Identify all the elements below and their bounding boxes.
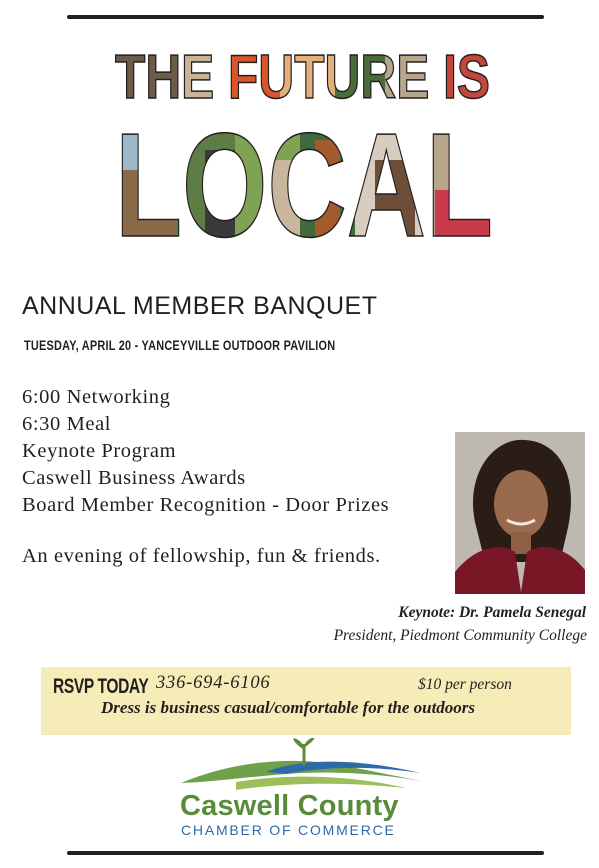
keynote-speaker-title: President, Piedmont Community College [333,627,587,644]
hero-line-2: LOCAL [115,103,493,240]
dress-code: Dress is business casual/comfortable for the outdoors [101,698,476,717]
event-title: ANNUAL MEMBER BANQUET [22,292,378,320]
schedule-item: Keynote Program [22,440,177,462]
schedule-item: 6:30 Meal [22,413,112,435]
event-schedule [22,384,389,519]
hero-banner [115,40,495,240]
speaker-photo [455,432,585,594]
hero-line-1: THE FUTURE IS [115,43,490,112]
keynote-speaker: Keynote: Dr. Pamela Senegal [398,604,586,621]
hero-photo-collage [115,40,495,240]
schedule-item: Board Member Recognition - Door Prizes [22,494,390,516]
ticket-price: $10 per person [418,676,512,693]
rsvp-panel [41,667,571,735]
chamber-subtitle: CHAMBER OF COMMERCE [181,822,396,838]
rsvp-label: RSVP TODAY [53,675,149,698]
event-date-location: TUESDAY, APRIL 20 - YANCEYVILLE OUTDOOR PAVILION [24,337,336,353]
chamber-logo-icon [176,738,436,798]
schedule-item: Caswell Business Awards [22,467,246,489]
schedule-item: 6:00 Networking [22,386,171,408]
chamber-name: Caswell County [180,790,399,822]
event-tagline: An evening of fellowship, fun & friends. [22,545,381,567]
top-divider [67,15,544,19]
rsvp-phone: 336-694-6106 [156,673,271,693]
bottom-divider [67,851,544,855]
